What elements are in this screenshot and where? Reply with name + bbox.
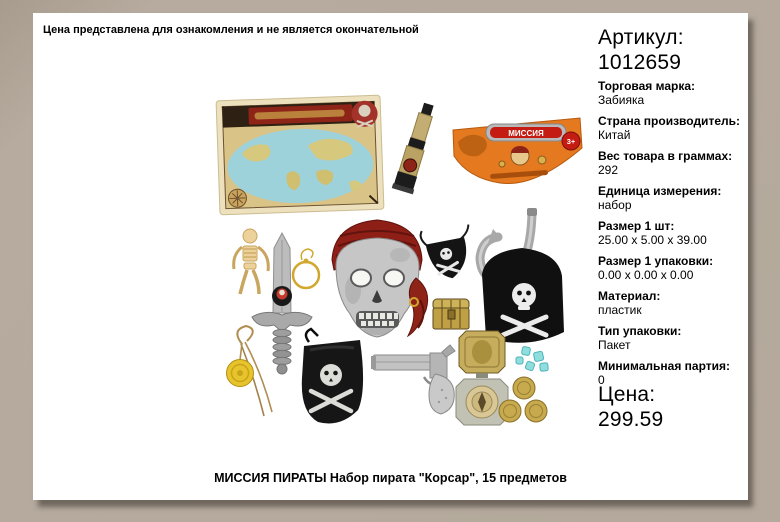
field-label: Единица измерения:	[598, 184, 722, 198]
field-label: Материал:	[598, 289, 661, 303]
field-value: Забияка	[598, 93, 645, 107]
field-material	[598, 289, 748, 317]
sku-block	[598, 25, 748, 75]
field-value: 292	[598, 163, 619, 177]
treasure-map-icon	[216, 95, 384, 215]
product-details-panel	[598, 25, 748, 432]
sku-label: Артикул:	[598, 26, 684, 49]
field-brand	[598, 79, 748, 107]
field-value: набор	[598, 198, 632, 212]
field-value: 0.00 x 0.00 x 0.00	[598, 268, 694, 282]
field-package-size	[598, 254, 748, 282]
pirate-hat-icon	[482, 248, 564, 343]
field-label: Страна производитель:	[598, 114, 740, 128]
price-value: 299.59	[598, 408, 664, 431]
field-label: Вес товара в граммах:	[598, 149, 733, 163]
field-value: пластик	[598, 303, 642, 317]
field-country	[598, 114, 748, 142]
field-value: 0	[598, 373, 605, 387]
dagger-icon	[252, 233, 312, 374]
field-package-type	[598, 324, 748, 352]
field-label: Размер 1 упаковки:	[598, 254, 714, 268]
field-item-size	[598, 219, 748, 247]
telescope-icon	[392, 101, 440, 194]
package-header-icon	[453, 118, 582, 184]
pistol-icon	[371, 345, 455, 414]
skull-mask-icon	[332, 220, 428, 337]
field-label: Тип упаковки:	[598, 324, 682, 338]
sku-value: 1012659	[598, 51, 682, 74]
eye-patch-icon	[420, 225, 475, 282]
price-label: Цена:	[598, 383, 656, 406]
gems-icon	[516, 346, 548, 371]
package-brand-text: МИССИЯ	[508, 129, 544, 138]
product-photo	[190, 90, 585, 465]
price-block	[598, 382, 748, 432]
field-value: Пакет	[598, 338, 631, 352]
catalog-page-card	[33, 13, 748, 500]
pouch-icon	[302, 329, 363, 424]
medallion-icon	[227, 326, 273, 416]
field-label: Размер 1 шт:	[598, 219, 675, 233]
field-value: 25.00 x 5.00 x 39.00	[598, 233, 707, 247]
field-value: Китай	[598, 128, 631, 142]
product-title: МИССИЯ ПИРАТЫ Набор пирата "Корсар", 15 предметов	[214, 471, 567, 485]
earring-icon	[293, 249, 319, 288]
field-weight	[598, 149, 748, 177]
skeleton-icon	[234, 229, 269, 294]
field-label: Минимальная партия:	[598, 359, 730, 373]
age-badge-text: 3+	[566, 137, 576, 146]
field-unit	[598, 184, 748, 212]
field-label: Торговая марка:	[598, 79, 696, 93]
disclaimer-text: Цена представлена для ознакомления и не является окончательной	[43, 24, 419, 36]
treasure-chest-icon	[433, 299, 469, 329]
